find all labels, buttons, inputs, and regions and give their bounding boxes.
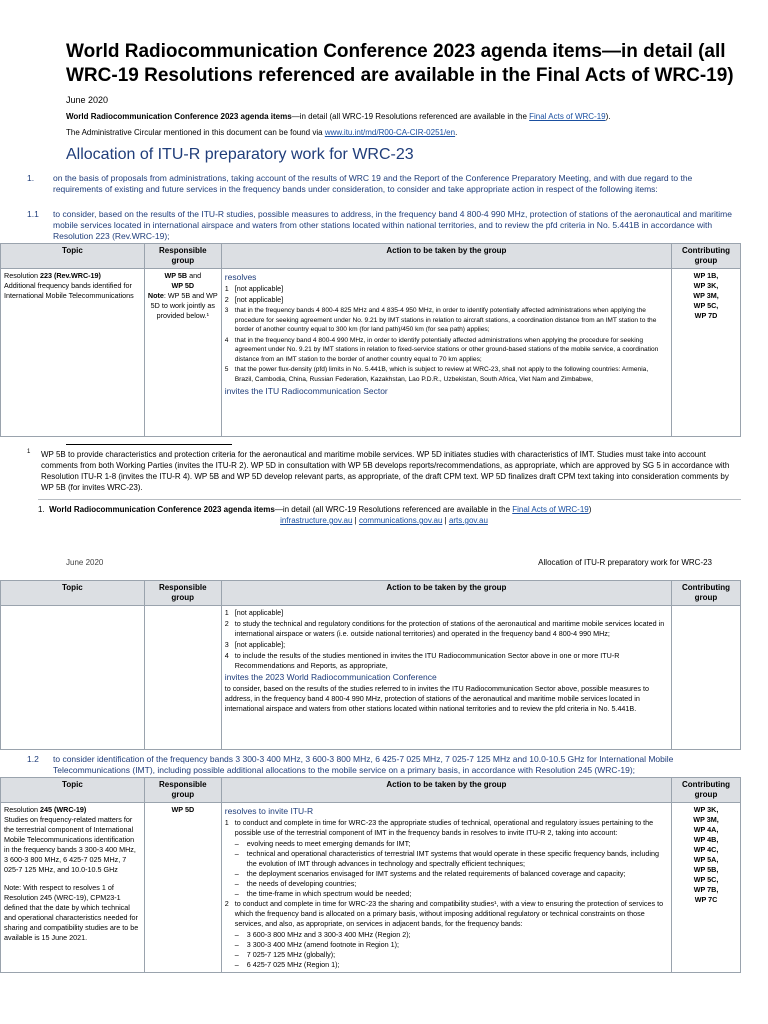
band-text: 7 025-7 125 MHz (globally);	[246, 950, 336, 959]
header-action: Action to be taken by the group	[221, 244, 671, 269]
responsible-note	[148, 291, 218, 321]
contrib-group: WP 4A,	[693, 825, 719, 834]
table-row	[1, 606, 741, 750]
contributing-cell	[672, 269, 741, 437]
contrib-group: WP 7C	[694, 895, 718, 904]
list-item: – the deployment scenarios envisaged for IMT systems and the related requirements of balanced coverage and capacity;	[234, 869, 626, 878]
topic-cell	[1, 606, 145, 750]
resolves-list	[225, 284, 668, 384]
footer-rule	[38, 499, 741, 500]
topic-note: Note: With respect to resolves 1 of Resolution 245 (WRC-19), CPM23-1 defined that the date by which technical and operational characteristics needed for sharing and compatibility studies are to be available is 15 June 2021.	[4, 883, 139, 942]
step-text: that in the frequency band 4 800-4 990 MHz, in order to identify potentially affected administrations when applying the procedure for seeking agreement under No. 9.21 by IMT stations in relation to fixed-service stations or other ground-based stations of the mobile service, a coordination distance from an IMT station to the border of another country equal to 70 km applies;	[234, 336, 659, 363]
resolution-label: Resolution	[4, 271, 40, 280]
contrib-group: WP 5C,	[693, 875, 719, 884]
contributing-cell	[672, 803, 741, 973]
band-text: 3 600-3 800 MHz and 3 300-3 400 MHz (Region 2);	[246, 930, 411, 939]
item-1-1-number: 1.1	[27, 209, 39, 219]
footnote-number: 1	[27, 449, 31, 455]
header-topic: Topic	[1, 581, 145, 606]
circular-end: .	[455, 128, 458, 137]
contrib-group: WP 3K,	[693, 281, 719, 290]
header-responsible: Responsible group	[144, 244, 221, 269]
topic-description: Studies on frequency-related matters for the terrestrial component of International Mobile Telecommunications identification in the frequency bands 3 300-3 400 MHz, 3 600-3 800 MHz, 6 425-7 025 MHz, 7 025-7 125 MHz, and 10.0-10.5 GHz	[4, 815, 136, 874]
circular-line	[66, 127, 736, 138]
page2-date: June 2020	[66, 558, 104, 567]
resolves-heading: resolves	[224, 272, 257, 282]
list-item: – evolving needs to meet emerging demands for IMT;	[234, 839, 411, 848]
contrib-group: WP 4B,	[693, 835, 719, 844]
list-item: 4 that in the frequency band 4 800-4 990 MHz, in order to identify potentially affected administrations when applying the procedure for seeking agreement under No. 9.21 by IMT stations in relation to fixed-service stations or other ground-based stations of the mobile service, a coordination distance from an IMT station to the border of another country equal to 70 km applies;	[225, 336, 668, 365]
step-text: that in the frequency bands 4 800-4 825 MHz and 4 835-4 950 MHz, in order to identify potentially affected administrations when applying the procedure for seeking agreement under No. 9.21 by IMT stations in relation to aircraft stations, a coordination distance from an IMT station to the border of another country equal to 300 km (for land path)/450 km (for sea path) applies;	[234, 307, 657, 333]
action-cell	[221, 606, 671, 750]
list-item: – 7 025-7 125 MHz (globally);	[234, 950, 336, 959]
resolution-label: Resolution	[4, 805, 40, 814]
header-topic: Topic	[1, 244, 145, 269]
document-date: June 2020	[66, 95, 109, 105]
final-acts-link[interactable]: Final Acts of WRC-19	[529, 112, 606, 121]
page-footer	[38, 504, 741, 515]
topic-description: Additional frequency bands identified for International Mobile Telecommunications	[4, 281, 134, 300]
resolves-list-2	[225, 899, 668, 929]
bullet-text: the needs of developing countries;	[246, 879, 357, 888]
contrib-group: WP 3M,	[693, 291, 719, 300]
item-1-2-number: 1.2	[27, 754, 39, 764]
header-contributing: Contributing group	[672, 581, 741, 606]
topic-cell	[1, 803, 145, 973]
list-item: – the needs of developing countries;	[234, 879, 357, 888]
footer-links	[0, 515, 768, 526]
link-separator: |	[352, 516, 359, 525]
contrib-group: WP 7B,	[693, 885, 719, 894]
responsible-cell	[144, 606, 221, 750]
contrib-group: WP 5B,	[693, 865, 719, 874]
allocation-table-continued	[0, 580, 741, 750]
resolves-list	[225, 818, 668, 838]
footer-bold: World Radiocommunication Conference 2023 agenda items	[49, 505, 275, 514]
step-text: to conduct and complete in time for WRC-23 the appropriate studies of technical, operational and regulatory issues pertaining to the possible use of the terrestrial component of IMT in the frequency bands in resolves to invite ITU-R 2, taking into account:	[234, 818, 654, 837]
invites-itu-list	[225, 608, 668, 671]
item-1-1-text: to consider, based on the results of the ITU-R studies, possible measures to address, in the frequency band 4 800-4 990 MHz, protection of stations of the aeronautical and maritime mobile services located in international airspace and waters from other stations located within national territories, and to review the pfd criteria in No. 5.441B in accordance with Resolution 223 (Rev.WRC-19);	[53, 209, 732, 241]
band-text: 6 425-7 025 MHz (Region 1);	[246, 960, 340, 969]
section-title: Allocation of ITU-R preparatory work for WRC-23	[66, 146, 414, 163]
table-header-row	[1, 581, 741, 606]
footnote-text: WP 5B to provide characteristics and protection criteria for the aeronautical and maritime mobile services. WP 5D initiates studies with characteristics of IMT. Studies must take into account comments from both Working Parties (invites the ITU-R 2). WP 5D in consultation with WP 5B develops reports/recommendations, as appropriate, which are approved by SG 5 in accordance with Resolution ITU-R 1-8 (invites the ITU-R 4). WP 5B and WP 5D develop relevant parts, as appropriate, of the draft CPM text. WP 5D finalizes draft CPM text taking into consideration comments by WP 5B (for invites WRC-23).	[41, 450, 730, 492]
invites-heading: invites the ITU Radiocommunication Sector	[224, 386, 388, 396]
list-item: – the time-frame in which spectrum would be needed;	[234, 889, 412, 898]
contrib-group: WP 3M,	[693, 815, 719, 824]
group-wp5d: WP 5D	[171, 281, 195, 290]
contrib-group: WP 5C,	[693, 301, 719, 310]
list-item: 1 [not applicable]	[224, 284, 284, 293]
contrib-group: WP 4C,	[693, 845, 719, 854]
topic-resolution	[4, 805, 141, 815]
circular-text: The Administrative Circular mentioned in this document can be found via	[66, 128, 325, 137]
header-contributing: Contributing group	[672, 244, 741, 269]
bullet-text: technical and operational characteristics of terrestrial IMT systems that would operate in these specific frequency bands, including the evolution of IMT through advances in technology and spectrally efficient techniques;	[246, 849, 659, 868]
resolution-number: 223 (Rev.WRC-19)	[39, 271, 101, 280]
contrib-group: WP 5A,	[693, 855, 719, 864]
contributing-cell	[672, 606, 741, 750]
list-item: – technical and operational characteristics of terrestrial IMT systems that would operate in these specific frequency bands, including the evolution of IMT through advances in technology and spectrally efficient techniques;	[235, 849, 668, 869]
responsible-groups	[148, 271, 218, 281]
contrib-group: WP 1B,	[693, 271, 719, 280]
arts-link[interactable]: arts.gov.au	[448, 516, 488, 525]
list-item: 2 [not applicable]	[224, 295, 284, 304]
band-text: 3 300-3 400 MHz (amend footnote in Region 1);	[246, 940, 400, 949]
list-item: – 3 300-3 400 MHz (amend footnote in Region 1);	[234, 940, 400, 949]
step-text: that the power flux-density (pfd) limits in No. 5.441B, which is subject to review at WRC-23, shall not apply to the following countries: Armenia, Brazil, Cambodia, China, Russian Federation, Kazakhstan, Lao P.D.R., Uzbekistan, South Africa, Viet Nam and Zimbabwe,	[234, 366, 649, 383]
list-item: 1 to conduct and complete in time for WRC-23 the appropriate studies of technical, operational and regulatory issues pertaining to the possible use of the terrestrial component of IMT in the frequency bands in resolves to invite ITU-R 2, taking into account:	[225, 818, 668, 838]
header-responsible: Responsible group	[144, 581, 221, 606]
action-cell	[221, 803, 671, 973]
intro-bold: World Radiocommunication Conference 2023 agenda items	[66, 112, 292, 121]
and-text: and	[187, 271, 202, 280]
document-title: World Radiocommunication Conference 2023 agenda items—in detail (all WRC-19 Resolutions referenced are available in the Final Acts of WRC-19)	[66, 41, 734, 86]
bullet-text: evolving needs to meet emerging demands for IMT;	[246, 839, 411, 848]
contrib-group: WP 3K,	[693, 805, 719, 814]
step-text: [not applicable]	[234, 284, 284, 293]
allocation-table-1	[0, 243, 741, 437]
intro-line	[66, 111, 736, 122]
list-item: – 6 425-7 025 MHz (Region 1);	[234, 960, 340, 969]
bands-list	[225, 930, 668, 970]
page2-running-title: Allocation of ITU-R preparatory work for WRC-23	[538, 558, 712, 567]
step-text: [not applicable];	[234, 640, 286, 649]
resolution-number: 245 (WRC-19)	[39, 805, 87, 814]
considerations-list	[225, 839, 668, 899]
allocation-table-2	[0, 777, 741, 973]
list-item: – 3 600-3 800 MHz and 3 300-3 400 MHz (Region 2);	[234, 930, 411, 939]
step-text: to study the technical and regulatory conditions for the protection of stations of the aeronautical and maritime mobile services located in international airspace or waters (i.e. outside national territories) and operated in the frequency band 4 800-4 990 MHz;	[234, 619, 665, 638]
invites-wrc-heading: invites the 2023 World Radiocommunication Conference	[224, 672, 437, 682]
note-text: : WP 5B and WP 5D to work jointly as provided below.¹	[150, 291, 218, 320]
header-topic: Topic	[1, 778, 145, 803]
note-label: Note	[147, 291, 164, 300]
table-header-row	[1, 778, 741, 803]
table-row	[1, 269, 741, 437]
list-item: 2 to study the technical and regulatory conditions for the protection of stations of the aeronautical and maritime mobile services located in international airspace or waters (i.e. outside national territories) and operated in the frequency band 4 800-4 990 MHz;	[225, 619, 668, 639]
communications-link[interactable]: communications.gov.au	[358, 516, 443, 525]
link-separator: |	[442, 516, 449, 525]
bullet-text: the time-frame in which spectrum would be needed;	[246, 889, 412, 898]
header-action: Action to be taken by the group	[221, 778, 671, 803]
bullet-text: the deployment scenarios envisaged for IMT systems and the related requirements of balanced coverage and capacity;	[246, 869, 626, 878]
list-item: 2 to conduct and complete in time for WRC-23 the sharing and compatibility studies¹, with a view to ensuring the protection of services to which the frequency band is allocated on a primary basis, without imposing additional regulatory or technical constraints on those services, and also, as appropriate, on services in adjacent bands, for the frequency bands:	[225, 899, 668, 929]
header-responsible: Responsible group	[144, 778, 221, 803]
step-text: to include the results of the studies mentioned in invites the ITU Radiocommunication Sector above in one or more ITU-R Recommendations and Reports, as appropriate,	[234, 651, 620, 670]
header-contributing: Contributing group	[672, 778, 741, 803]
infrastructure-link[interactable]: infrastructure.gov.au	[280, 516, 353, 525]
list-item: 4 to include the results of the studies mentioned in invites the ITU Radiocommunication Sector above in one or more ITU-R Recommendations and Reports, as appropriate,	[225, 651, 668, 671]
step-text: to conduct and complete in time for WRC-23 the sharing and compatibility studies¹, with a view to ensuring the protection of services to which the frequency band is allocated on a primary basis, without imposing additional regulatory or technical constraints on those services, and also, as appropriate, on services in adjacent bands, for the frequency bands:	[234, 899, 664, 928]
footer-number: 1.	[38, 505, 45, 514]
item-1-2-text: to consider identification of the frequency bands 3 300-3 400 MHz, 3 600-3 800 MHz, 6 425-7 025 MHz, 7 025-7 125 MHz and 10.0-10.5 GHz for International Mobile Telecommunications (IMT), including possible additional allocations to the mobile service on a primary basis, in accordance with Resolution 245 (WRC-19);	[53, 754, 674, 775]
intro-end: ).	[605, 112, 611, 121]
circular-link[interactable]: www.itu.int/md/R00-CA-CIR-0251/en	[324, 128, 456, 137]
action-cell	[221, 269, 671, 437]
list-item: 3 [not applicable];	[224, 640, 286, 649]
group-wp5b: WP 5B	[164, 271, 188, 280]
responsible-cell	[144, 269, 221, 437]
resolves-invite-heading: resolves to invite ITU-R	[224, 806, 314, 816]
footer-rest: —in detail (all WRC-19 Resolutions referenced are available in the	[274, 505, 513, 514]
item-1-text: on the basis of proposals from administrations, taking account of the results of WRC 19 and the Report of the Conference Preparatory Meeting, and with due regard to the requirements of existing and future services in the frequency bands under consideration, to consider and take appropriate action in respect of the following items:	[53, 173, 693, 194]
footnote-separator	[66, 444, 232, 445]
list-item: 1 [not applicable]	[224, 608, 284, 617]
table-header-row	[1, 244, 741, 269]
footer-end: )	[588, 505, 592, 514]
contrib-group: WP 7D	[694, 311, 718, 320]
intro-rest: —in detail (all WRC-19 Resolutions referenced are available in the	[291, 112, 530, 121]
topic-resolution	[4, 271, 141, 281]
invites-wrc-text: to consider, based on the results of the studies referred to in invites the ITU Radiocommunication Sector above, possible measures to address, in the frequency band 4 800-4 990 MHz, protection of stations of the aeronautical and maritime mobile services located in international airspace and waters from other stations located within national territories and to review the pfd criteria in No. 5.441B.	[224, 684, 650, 713]
responsible-cell: WP 5D	[144, 803, 221, 973]
table-row	[1, 803, 741, 973]
header-action: Action to be taken by the group	[221, 581, 671, 606]
topic-cell	[1, 269, 145, 437]
footer-final-acts-link[interactable]: Final Acts of WRC-19	[512, 505, 589, 514]
list-item: 5 that the power flux-density (pfd) limits in No. 5.441B, which is subject to review at WRC-23, shall not apply to the following countries: Armenia, Brazil, Cambodia, China, Russian Federation, Kazakhstan, Lao P.D.R., Uzbekistan, South Africa, Viet Nam and Zimbabwe,	[225, 365, 668, 384]
item-1-number: 1.	[27, 173, 35, 183]
step-text: [not applicable]	[234, 295, 284, 304]
list-item: 3 that in the frequency bands 4 800-4 825 MHz and 4 835-4 950 MHz, in order to identify potentially affected administrations when applying the procedure for seeking agreement under No. 9.21 by IMT stations in relation to aircraft stations, a coordination distance from an IMT station to the border of another country equal to 300 km (for land path)/450 km (for sea path) applies;	[225, 306, 668, 335]
step-text: [not applicable]	[234, 608, 284, 617]
